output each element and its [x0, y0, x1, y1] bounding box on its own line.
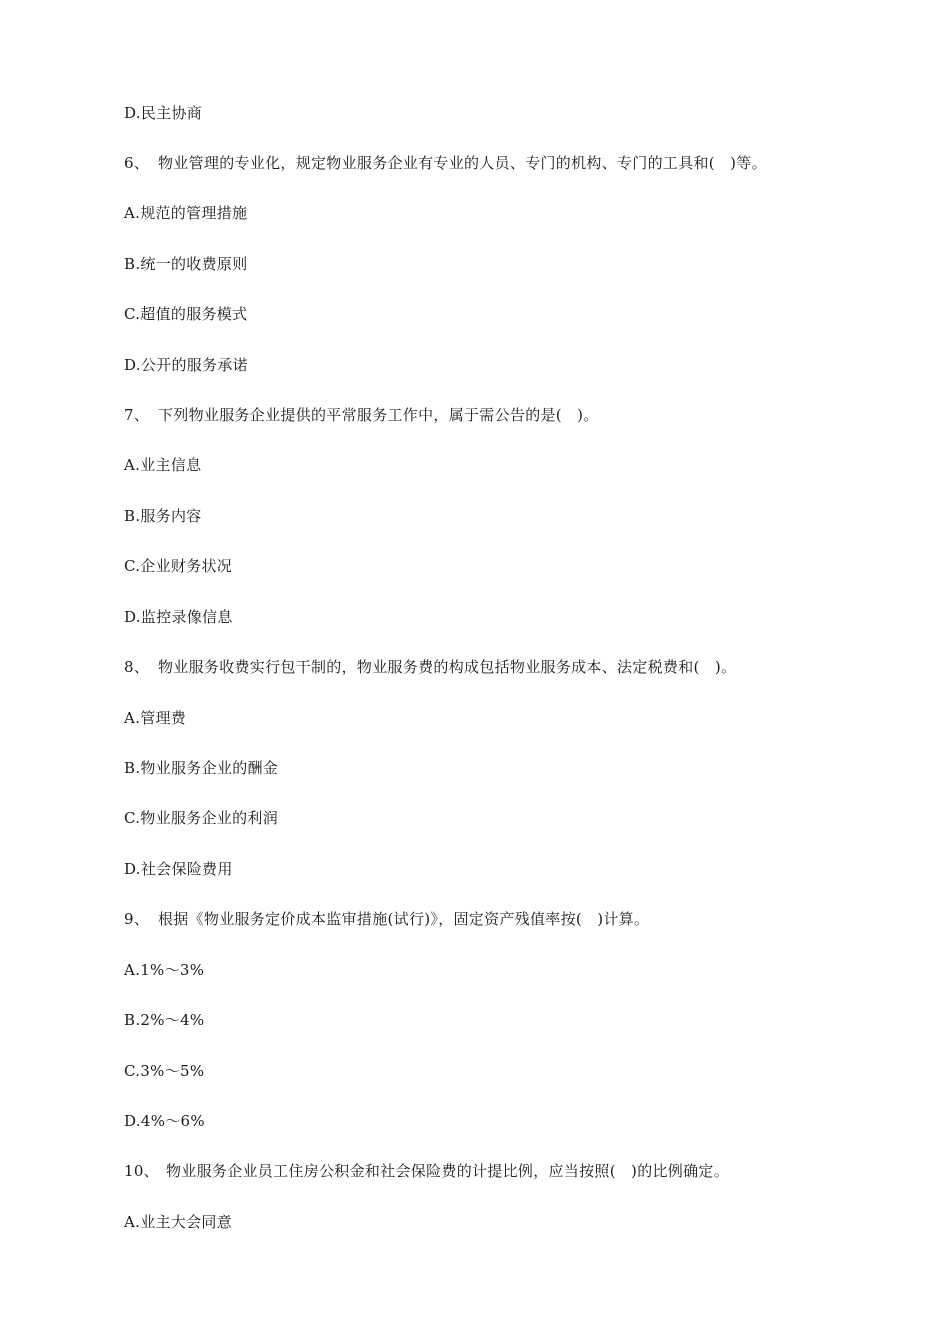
- option-text: D.民主协商: [124, 104, 203, 122]
- question-text: 下列物业服务企业提供的平常服务工作中，属于需公告的是( )。: [158, 406, 599, 424]
- question-text: 根据《物业服务定价成本监审措施(试行)》，固定资产残值率按( )计算。: [158, 910, 650, 928]
- question-number: 9、: [124, 910, 150, 928]
- option-text: A.规范的管理措施: [124, 204, 248, 222]
- option-text: B.2%～4%: [124, 1011, 205, 1029]
- option-text: D.4%～6%: [124, 1112, 205, 1130]
- option-7d: [124, 607, 233, 627]
- question-10: [124, 1161, 729, 1181]
- option-text: C.企业财务状况: [124, 557, 233, 575]
- option-text: C.物业服务企业的利润: [124, 809, 279, 827]
- option-9d: [124, 1111, 205, 1131]
- question-7: [124, 405, 599, 425]
- option-9a: [124, 960, 204, 980]
- question-number: 8、: [124, 658, 150, 676]
- option-7a: [124, 455, 201, 475]
- question-text: 物业服务收费实行包干制的，物业服务费的构成包括物业服务成本、法定税费和( )。: [158, 658, 737, 676]
- option-9b: [124, 1010, 204, 1030]
- option-6c: [124, 304, 247, 324]
- option-text: B.物业服务企业的酬金: [124, 759, 279, 777]
- option-8c: [124, 808, 278, 828]
- question-number: 6、: [124, 154, 150, 172]
- option-5d: [124, 103, 202, 123]
- option-8d: [124, 859, 233, 879]
- option-text: C.超值的服务模式: [124, 305, 248, 323]
- question-9: [124, 909, 649, 929]
- option-text: A.业主信息: [124, 456, 202, 474]
- option-text: D.公开的服务承诺: [124, 356, 248, 374]
- option-text: D.监控录像信息: [124, 608, 233, 626]
- option-text: B.统一的收费原则: [124, 255, 248, 273]
- option-text: A.1%～3%: [124, 961, 205, 979]
- option-text: D.社会保险费用: [124, 860, 233, 878]
- option-10a: [124, 1212, 232, 1232]
- question-6: [124, 153, 767, 173]
- option-text: A.管理费: [124, 709, 187, 727]
- option-7c: [124, 556, 232, 576]
- option-6b: [124, 254, 248, 274]
- question-text: 物业服务企业员工住房公积金和社会保险费的计提比例，应当按照( )的比例确定。: [166, 1162, 730, 1180]
- option-8a: [124, 708, 186, 728]
- option-text: A.业主大会同意: [124, 1213, 233, 1231]
- question-8: [124, 657, 736, 677]
- option-9c: [124, 1061, 204, 1081]
- option-6a: [124, 203, 247, 223]
- option-text: B.服务内容: [124, 507, 202, 525]
- question-number: 7、: [124, 406, 150, 424]
- option-7b: [124, 506, 202, 526]
- option-8b: [124, 758, 278, 778]
- option-6d: [124, 355, 248, 375]
- option-text: C.3%～5%: [124, 1062, 205, 1080]
- question-number: 10、: [124, 1162, 159, 1180]
- question-text: 物业管理的专业化，规定物业服务企业有专业的人员、专门的机构、专门的工具和( )等。: [158, 154, 767, 172]
